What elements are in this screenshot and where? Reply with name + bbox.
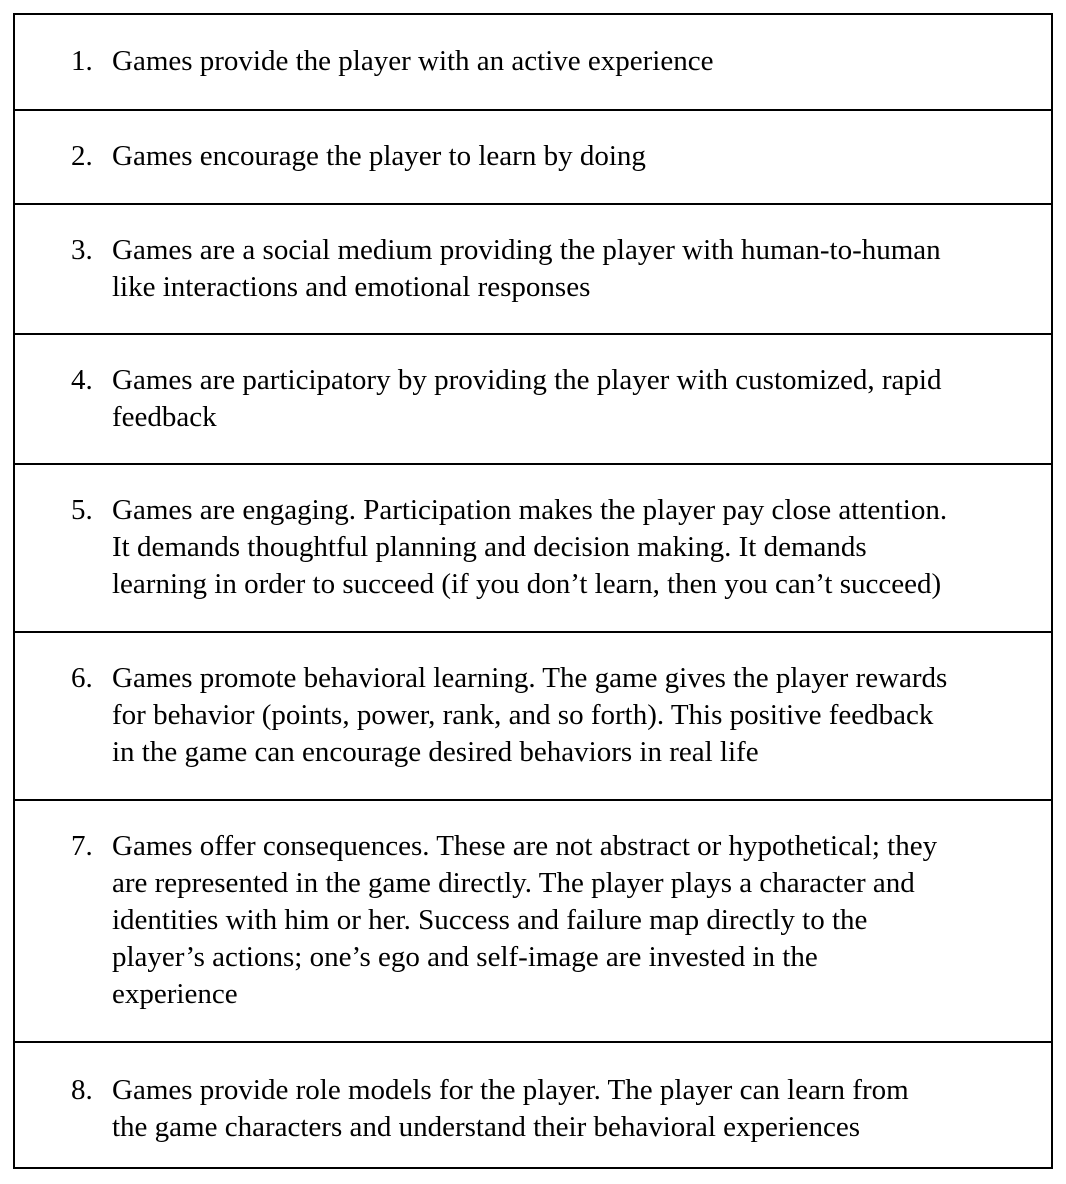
item-text-line: Games are engaging. Participation makes the player pay close attention. <box>112 494 948 526</box>
list-item <box>71 1072 1051 1146</box>
table-row <box>15 203 1051 333</box>
item-number: 5. <box>71 494 93 526</box>
item-text-line: are represented in the game directly. The player plays a character and <box>112 867 915 899</box>
list-item <box>71 232 1051 306</box>
item-text-line: Games are a social medium providing the player with human-to-human <box>112 234 941 266</box>
item-number: 2. <box>71 140 93 172</box>
item-text-line: Games encourage the player to learn by doing <box>112 140 646 172</box>
item-text-line: learning in order to succeed (if you don’t learn, then you can’t succeed) <box>112 568 942 600</box>
item-number: 6. <box>71 662 93 694</box>
item-text-line: for behavior (points, power, rank, and so forth). This positive feedback <box>112 699 934 731</box>
item-text-line: like interactions and emotional responses <box>112 271 591 303</box>
table-row <box>15 463 1051 631</box>
item-number: 1. <box>71 45 93 77</box>
item-text-line: Games promote behavioral learning. The game gives the player rewards <box>112 662 948 694</box>
item-text-line: Games provide the player with an active experience <box>112 45 714 77</box>
list-item <box>71 828 1051 1013</box>
item-text <box>112 660 1051 771</box>
item-text-line: Games are participatory by providing the player with customized, rapid <box>112 364 942 396</box>
item-number: 7. <box>71 830 93 862</box>
table-row <box>15 15 1051 109</box>
list-item <box>71 492 1051 603</box>
item-number: 4. <box>71 364 93 396</box>
item-text <box>112 138 1051 175</box>
item-text <box>112 828 1051 1013</box>
item-text-line: player’s actions; one’s ego and self-image are invested in the <box>112 941 818 973</box>
item-text <box>112 43 1051 80</box>
item-text-line: the game characters and understand their behavioral experiences <box>112 1111 860 1143</box>
benefits-table <box>13 13 1053 1169</box>
list-item <box>71 362 1051 436</box>
item-number: 8. <box>71 1074 93 1106</box>
item-text <box>112 362 1051 436</box>
item-text-line: in the game can encourage desired behaviors in real life <box>112 736 759 768</box>
table-row <box>15 109 1051 203</box>
item-text-line: It demands thoughtful planning and decision making. It demands <box>112 531 867 563</box>
list-item <box>71 43 1051 80</box>
item-number: 3. <box>71 234 93 266</box>
item-text-line: Games provide role models for the player. The player can learn from <box>112 1074 909 1106</box>
item-text-line: experience <box>112 978 238 1010</box>
item-text-line: identities with him or her. Success and failure map directly to the <box>112 904 868 936</box>
table-row <box>15 799 1051 1041</box>
list-item <box>71 660 1051 771</box>
list-item <box>71 138 1051 175</box>
item-text-line: Games offer consequences. These are not abstract or hypothetical; they <box>112 830 938 862</box>
table-row <box>15 333 1051 463</box>
table-row <box>15 631 1051 799</box>
item-text <box>112 1072 1051 1146</box>
item-text <box>112 492 1051 603</box>
item-text-line: feedback <box>112 401 217 433</box>
item-text <box>112 232 1051 306</box>
table-row <box>15 1041 1051 1167</box>
